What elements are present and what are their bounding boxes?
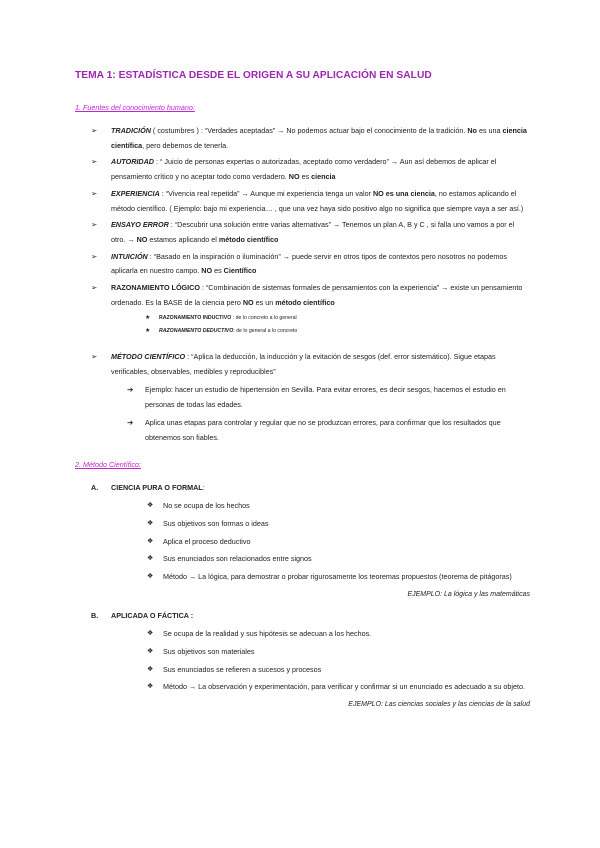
list-item: ❖ Se ocupa de la realidad y sus hipótesis se adecuan a los hechos.: [147, 627, 530, 642]
arrow-bullet-icon: ➔: [127, 418, 134, 428]
knowledge-sources-list: [75, 124, 530, 446]
arrow-bullet-icon: ➔: [127, 384, 134, 394]
arrowhead-bullet-icon: ➢: [91, 251, 98, 261]
term: INTUICIÓN: [111, 251, 148, 261]
term: EXPERIENCIA: [111, 188, 160, 198]
diamond-bullet-icon: ❖: [147, 665, 154, 673]
arrowhead-bullet-icon: ➢: [91, 283, 98, 293]
spacer: [91, 340, 530, 348]
diamond-bullet-icon: ❖: [147, 555, 154, 563]
list-item-razonamiento-logico: ➢ RAZONAMIENTO LÓGICO : “Combinación de sistemas formales de pensamientos con la experiencia” → existe un pensamiento ordenado. Es la BASE de la ciencia pero NO es un método científico ★ RAZONAMIENTO INDUCTIVO : de lo concreto a lo general ★ RAZONAMIENTO DEDUCTIVO: de lo general a lo concreto: [91, 281, 530, 338]
star-bullet-icon: ★: [145, 328, 151, 335]
pure-science-items: [111, 499, 530, 585]
science-types-list: [75, 481, 530, 713]
list-item: ❖ Método → La lógica, para demostrar o probar rigurosamente los teoremas propuestos (teorema de pitágoras): [147, 570, 530, 585]
applied-science-items: [111, 627, 530, 695]
diamond-bullet-icon: ❖: [147, 683, 154, 691]
list-item: ❖ Método → La observación y experimentación, para verificar y confirmar si un enunciado es adecuado a su objeto.: [147, 680, 530, 695]
method-sublist: [111, 383, 530, 446]
arrowhead-bullet-icon: ➢: [91, 188, 98, 198]
list-item: ❖ Sus objetivos son formas o ideas: [147, 517, 530, 532]
group-label: CIENCIA PURA O FORMAL: [111, 482, 203, 492]
group-aplicada: [91, 609, 530, 713]
term: MÉTODO CIENTÍFICO: [111, 352, 186, 362]
list-item: ❖ Sus enunciados son relacionados entre signos: [147, 552, 530, 567]
list-item: ❖ Sus objetivos son materiales: [147, 645, 530, 660]
arrowhead-bullet-icon: ➢: [91, 157, 98, 167]
diamond-bullet-icon: ❖: [147, 520, 154, 528]
group-label: APLICADA O FÁCTICA :: [111, 610, 194, 620]
list-item: ❖ Aplica el proceso deductivo: [147, 535, 530, 550]
sub-item-stages: ➔ Aplica unas etapas para controlar y regular que no se produzcan errores, para confirmar que los resultados que obtenemos son fiables.: [127, 418, 501, 442]
reasoning-sublist: [111, 312, 530, 338]
star-bullet-icon: ★: [145, 315, 151, 322]
group-ciencia-pura: A. CIENCIA PURA O FORMAL: ❖ No se ocupa de los hechos ❖ Sus objetivos son formas o ideas ❖ Aplica el proceso deductivo ❖ Sus enunciados son relacionados entre signos ❖ Método → La lógica, para demostrar o probar rigurosamente los teoremas propuestos (teorema de pitágoras) EJEMPLO: La lógica y las matemáticas: [91, 481, 530, 603]
term: AUTORIDAD: [111, 157, 154, 167]
page-title: TEMA 1: ESTADÍSTICA DESDE EL ORIGEN A SU APLICACIÓN EN SALUD: [75, 70, 432, 81]
list-item-intuicion: ➢ INTUICIÓN : “Basado en la inspiración o iluminación” → puede servir en otros tipos de contextos pero nosotros no podemos aplicarla en nuestro campo. NO es Científico: [91, 251, 507, 276]
diamond-bullet-icon: ❖: [147, 573, 154, 581]
diamond-bullet-icon: ❖: [147, 630, 154, 638]
list-item-experiencia: ➢ EXPERIENCIA : “Vivencia real repetida” → Aunque mi experiencia tenga un valor NO es una ciencia, no estamos aplicando el método científico. ( Ejemplo: bajo mi experiencia… , que una vez haya sido positivo algo no significa que siempre vaya a ser así.): [91, 188, 524, 213]
term: TRADICIÓN: [111, 126, 151, 135]
list-item-tradicion: ➢ TRADICIÓN ( costumbres ) : “Verdades aceptadas” → No podemos actuar bajo el conocimiento de la tradición. No es una ciencia científica, pero debemos de tenerla.: [91, 126, 527, 150]
arrowhead-bullet-icon: ➢: [91, 126, 98, 135]
sub-item-example: ➔ Ejemplo: hacer un estudio de hipertensión en Sevilla. Para evitar errores, es decir sesgos, hacemos el estudio en personas de todas las edades.: [127, 384, 506, 409]
list-item-autoridad: ➢ AUTORIDAD : “ Juicio de personas expertas o autorizadas, aceptado como verdadero” → Aun así debemos de aplicar el pensamiento crítico y no aceptar todo como verdadero. NO es ciencia: [91, 157, 497, 182]
diamond-bullet-icon: ❖: [147, 647, 154, 655]
arrowhead-bullet-icon: ➢: [91, 220, 98, 230]
list-item: ❖ No se ocupa de los hechos: [147, 499, 530, 514]
diamond-bullet-icon: ❖: [147, 537, 154, 545]
list-item-ensayo-error: ➢ ENSAYO ERROR : “Descubrir una solución entre varias alternativas” → Tenemos un plan A, B y C , si falla uno vamos a por el otro. → NO estamos aplicando el método científico: [91, 220, 515, 244]
section-1-heading: 1. Fuentes del conocimiento humano:: [75, 103, 195, 112]
list-item-metodo-cientifico: ➢ MÉTODO CIENTÍFICO : “Aplica la deducción, la inducción y la evitación de sesgos (def. error sistemático). Sigue etapas verificables, observables, medibles y reproducibles” ➔ Ejemplo: hacer un estudio de hipertensión en Sevilla. Para evitar errores, es decir sesgos, hacemos el estudio en personas de todas las edades. ➔ Aplica unas etapas para controlar y regular que no se produzcan errores, para confirmar que los resultados que obtenemos son fiables.: [91, 350, 530, 445]
sub-item-deductivo: ★ RAZONAMIENTO DEDUCTIVO: de lo general a lo concreto: [145, 325, 530, 338]
list-marker: B.: [91, 610, 99, 620]
sub-item-inductivo: ★ RAZONAMIENTO INDUCTIVO : de lo concreto a lo general: [145, 312, 530, 325]
term: ENSAYO ERROR: [111, 220, 169, 230]
term: RAZONAMIENTO LÓGICO: [111, 283, 200, 293]
example-note: EJEMPLO: Las ciencias sociales y las ciencias de la salud: [348, 701, 530, 709]
section-2-heading: 2. Método Científico:: [75, 459, 141, 469]
example-note: EJEMPLO: La lógica y las matemáticas: [407, 590, 530, 598]
arrowhead-bullet-icon: ➢: [91, 352, 98, 362]
diamond-bullet-icon: ❖: [147, 502, 154, 510]
list-marker: A.: [91, 482, 99, 492]
list-item: ❖ Sus enunciados se refieren a sucesos y procesos: [147, 663, 530, 678]
